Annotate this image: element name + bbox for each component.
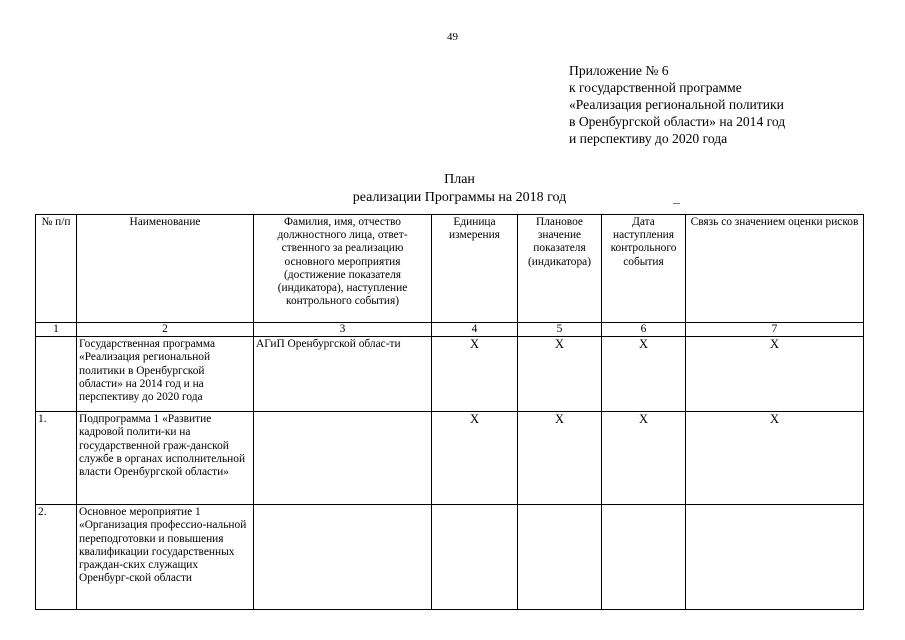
header-cell-planned: Плановое значение показателя (индикатора) [518, 215, 602, 323]
column-number: 3 [254, 323, 432, 337]
row-unit [432, 505, 518, 610]
appendix-line: Приложение № 6 [569, 63, 669, 78]
column-number: 6 [602, 323, 686, 337]
row-planned [518, 505, 602, 610]
header-cell-unit: Единица измерения [432, 215, 518, 323]
column-number: 4 [432, 323, 518, 337]
row-number: 2. [36, 505, 77, 610]
appendix-line: к государственной программе [569, 80, 742, 95]
table-row [36, 337, 864, 412]
table-row [36, 412, 864, 505]
header-cell-name: Наименование [77, 215, 254, 323]
header-row [36, 215, 864, 323]
column-number: 7 [686, 323, 864, 337]
row-risks: Х [686, 337, 864, 412]
row-name: Государственная программа «Реализация региональной политики в Оренбургской области» на 2014 год и на перспективу до 2020 года [77, 337, 254, 412]
appendix-line: и перспективу до 2020 года [569, 131, 728, 146]
row-planned: Х [518, 412, 602, 505]
column-number-row [36, 323, 864, 337]
plan-title [0, 171, 905, 207]
column-number: 1 [36, 323, 77, 337]
header-cell-number: № п/п [36, 215, 77, 323]
appendix-line: «Реализация региональной политики [569, 97, 784, 112]
plan-table [35, 214, 864, 610]
row-name: Основное мероприятие 1 «Организация профессио-нальной переподготовки и повышения квалификации государственных граждан-ских служащих Оренбург-ской области [77, 505, 254, 610]
row-planned: Х [518, 337, 602, 412]
table-row [36, 505, 864, 610]
row-risks: Х [686, 412, 864, 505]
header-cell-risks: Связь со значением оценки рисков [686, 215, 864, 323]
scan-artifact [673, 203, 680, 204]
row-unit: Х [432, 412, 518, 505]
row-date: Х [602, 412, 686, 505]
appendix-header [569, 62, 785, 147]
row-date: Х [602, 337, 686, 412]
plan-title-line2: реализации Программы на 2018 год [352, 190, 567, 205]
row-date [602, 505, 686, 610]
header-cell-date: Дата наступления контрольного события [602, 215, 686, 323]
row-name: Подпрограмма 1 «Развитие кадровой полити-ки на государственной граж-данской службе в органах исполнительной власти Оренбургской области» [77, 412, 254, 505]
row-number [36, 337, 77, 412]
row-responsible [254, 412, 432, 505]
row-number: 1. [36, 412, 77, 505]
appendix-line: в Оренбургской области» на 2014 год [569, 114, 786, 129]
row-responsible [254, 505, 432, 610]
column-number: 2 [77, 323, 254, 337]
plan-title-line1: План [444, 172, 475, 187]
page-number: 49 [447, 31, 458, 43]
row-unit: Х [432, 337, 518, 412]
header-cell-responsible: Фамилия, имя, отчество должностного лица, ответ-ственного за реализацию основного мероприятия (достижение показателя (индикатора), наступление контрольного события) [254, 215, 432, 323]
column-number: 5 [518, 323, 602, 337]
row-risks [686, 505, 864, 610]
row-responsible: АГиП Оренбургской облас-ти [254, 337, 432, 412]
